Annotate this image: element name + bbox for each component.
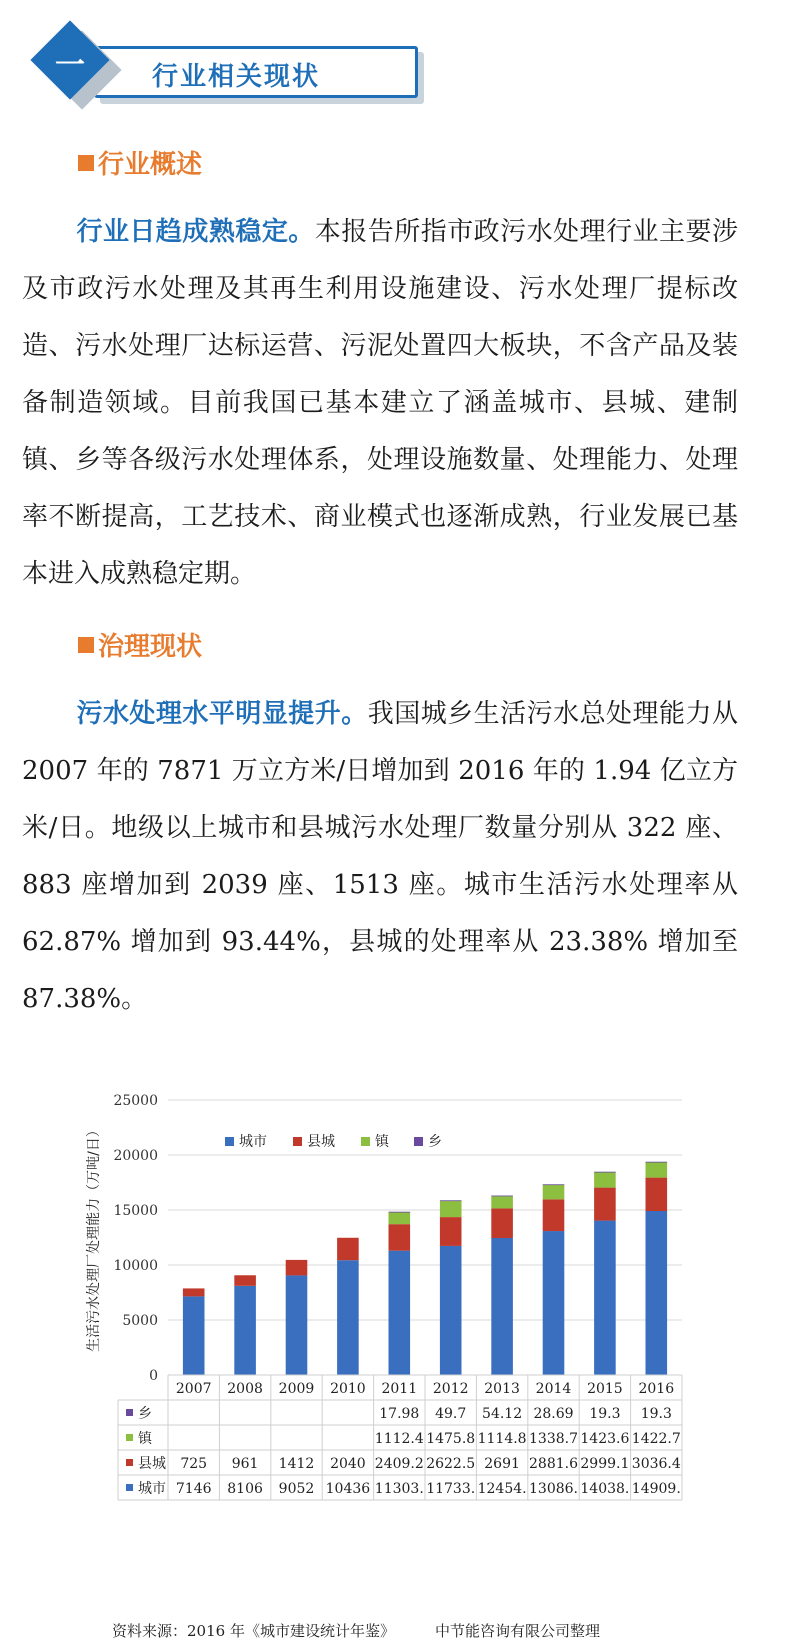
bar-segment-县城 (646, 1178, 668, 1211)
legend-label: 城市 (239, 1134, 267, 1150)
bar-segment-城市 (594, 1221, 616, 1375)
table-cell-value: 2881.6 (529, 1456, 578, 1472)
y-axis-label: 生活污水处理厂处理能力（万吨/日） (86, 1123, 102, 1352)
legend-label: 镇 (375, 1134, 389, 1150)
table-cell-value: 28.69 (533, 1406, 574, 1422)
bar-segment-县城 (183, 1288, 205, 1296)
table-cell-value: 13086. (529, 1481, 578, 1497)
banner-number: 一 (55, 48, 85, 83)
table-cell-value: 2622.5 (426, 1456, 476, 1472)
table-row-label: 乡 (138, 1406, 152, 1422)
square-bullet-icon (78, 155, 94, 171)
table-cell-value: 19.3 (640, 1406, 672, 1422)
bar-segment-县城 (594, 1188, 616, 1221)
table-cell-value: 7146 (175, 1481, 212, 1497)
section-heading-overview: 行业概述 (78, 144, 202, 181)
table-row-label: 镇 (138, 1431, 152, 1447)
legend-swatch (414, 1137, 423, 1146)
table-row-label: 县城 (138, 1456, 166, 1472)
x-tick-label: 2016 (638, 1381, 675, 1397)
bar-segment-县城 (543, 1199, 565, 1231)
table-cell-value: 2409.2 (374, 1456, 424, 1472)
y-tick-label: 15000 (113, 1203, 158, 1219)
table-cell-value: 1412 (278, 1456, 315, 1472)
bar-segment-乡 (389, 1212, 411, 1213)
table-cell-value: 1475.8 (426, 1431, 476, 1447)
table-cell-value: 725 (180, 1456, 208, 1472)
bar-segment-镇 (543, 1185, 565, 1200)
paragraph-overview (22, 204, 738, 603)
bar-segment-城市 (491, 1238, 513, 1375)
chart-source (112, 1620, 600, 1641)
table-cell-value: 12454. (477, 1481, 527, 1497)
table-legend-swatch (126, 1459, 133, 1466)
paragraph-lead: 污水处理水平明显提升。 (76, 699, 368, 729)
x-tick-label: 2012 (432, 1381, 469, 1397)
table-cell-value: 2040 (330, 1456, 366, 1472)
bar-segment-县城 (491, 1208, 513, 1238)
table-cell-value: 961 (231, 1456, 259, 1472)
source-org: 中节能咨询有限公司整理 (434, 1622, 600, 1640)
bar-segment-城市 (183, 1296, 205, 1375)
paragraph-text: 我国城乡生活污水总处理能力从 2007 年的 7871 万立方米/日增加到 2016 年的 1.94 亿立方米/日。地级以上城市和县城污水处理厂数量分别从 322 座、883 座增加到 2039 座、1513 座。城市生活污水处理率从 62.87% 增加到 93.44%，县城的处理率从 23.38% 增加至 87.38%。 (22, 699, 738, 1014)
table-cell-value: 10436 (325, 1481, 371, 1497)
bar-segment-县城 (389, 1224, 411, 1251)
y-tick-label: 20000 (113, 1148, 158, 1164)
x-tick-label: 2013 (484, 1381, 520, 1397)
paragraph-status (22, 686, 738, 1028)
x-tick-label: 2015 (587, 1381, 623, 1397)
table-cell-value: 14909. (631, 1481, 681, 1497)
table-cell-value: 1338.7 (529, 1431, 578, 1447)
bar-segment-城市 (337, 1260, 359, 1375)
bar-segment-县城 (234, 1275, 256, 1286)
bar-segment-镇 (646, 1162, 668, 1178)
table-cell-value: 54.12 (482, 1406, 523, 1422)
legend-label: 县城 (307, 1134, 335, 1150)
bar-segment-乡 (594, 1172, 616, 1173)
bar-segment-乡 (491, 1196, 513, 1197)
bar-segment-城市 (286, 1275, 308, 1375)
x-tick-label: 2011 (381, 1381, 418, 1397)
section-banner (24, 30, 424, 110)
table-cell-value: 2999.1 (580, 1456, 630, 1472)
bar-segment-城市 (440, 1246, 462, 1375)
bar-segment-镇 (491, 1196, 513, 1208)
table-cell-value: 3036.4 (631, 1456, 681, 1472)
bar-segment-城市 (543, 1231, 565, 1375)
bar-segment-乡 (646, 1162, 668, 1163)
section-heading-status: 治理现状 (78, 626, 202, 663)
table-cell-value: 11733. (426, 1481, 476, 1497)
bar-segment-镇 (389, 1212, 411, 1224)
bar-segment-县城 (286, 1260, 308, 1276)
x-tick-label: 2009 (278, 1381, 315, 1397)
table-cell-value: 17.98 (379, 1406, 420, 1422)
table-cell-value: 14038. (580, 1481, 630, 1497)
source-text: 资料来源：2016 年《城市建设统计年鉴》 (112, 1622, 395, 1640)
paragraph-text: 本报告所指市政污水处理行业主要涉及市政污水处理及其再生利用设施建设、污水处理厂提标改造、污水处理厂达标运营、污泥处置四大板块，不含产品及装备制造领域。目前我国已基本建立了涵盖城市、县城、建制镇、乡等各级污水处理体系，处理设施数量、处理能力、处理率不断提高，工艺技术、商业模式也逐渐成熟，行业发展已基本进入成熟稳定期。 (22, 217, 738, 589)
legend-swatch (225, 1137, 234, 1146)
bar-segment-乡 (543, 1184, 565, 1185)
table-cell-value: 1114.8 (477, 1431, 527, 1447)
table-row-label: 城市 (138, 1481, 166, 1497)
bar-segment-县城 (337, 1238, 359, 1260)
table-cell-value: 9052 (278, 1481, 315, 1497)
bar-segment-乡 (440, 1200, 462, 1201)
table-legend-swatch (126, 1409, 133, 1416)
table-cell-value: 8106 (227, 1481, 263, 1497)
bar-segment-镇 (594, 1172, 616, 1188)
legend-swatch (293, 1137, 302, 1146)
bar-segment-城市 (234, 1286, 256, 1375)
legend-label: 乡 (428, 1134, 442, 1150)
y-tick-label: 25000 (113, 1093, 158, 1109)
bar-segment-镇 (440, 1201, 462, 1217)
table-legend-swatch (126, 1434, 133, 1441)
table-cell-value: 2691 (484, 1456, 520, 1472)
bar-segment-城市 (389, 1251, 411, 1375)
square-bullet-icon (78, 637, 94, 653)
table-cell-value: 1422.7 (631, 1431, 681, 1447)
table-legend-swatch (126, 1484, 133, 1491)
table-cell-value: 11303. (374, 1481, 424, 1497)
x-tick-label: 2010 (330, 1381, 366, 1397)
table-cell-value: 49.7 (435, 1406, 467, 1422)
x-tick-label: 2014 (535, 1381, 572, 1397)
y-tick-label: 0 (149, 1368, 158, 1384)
capacity-chart (0, 1080, 800, 1610)
paragraph-lead: 行业日趋成熟稳定。 (76, 217, 315, 247)
y-tick-label: 10000 (113, 1258, 158, 1274)
y-tick-label: 5000 (122, 1313, 158, 1329)
table-cell-value: 1112.4 (374, 1431, 424, 1447)
table-cell-value: 19.3 (589, 1406, 621, 1422)
banner-title: 行业相关现状 (152, 62, 321, 92)
bar-segment-县城 (440, 1217, 462, 1246)
table-cell-value: 1423.6 (580, 1431, 630, 1447)
bar-segment-城市 (646, 1211, 668, 1375)
legend-swatch (361, 1137, 370, 1146)
x-tick-label: 2007 (175, 1381, 212, 1397)
x-tick-label: 2008 (227, 1381, 263, 1397)
